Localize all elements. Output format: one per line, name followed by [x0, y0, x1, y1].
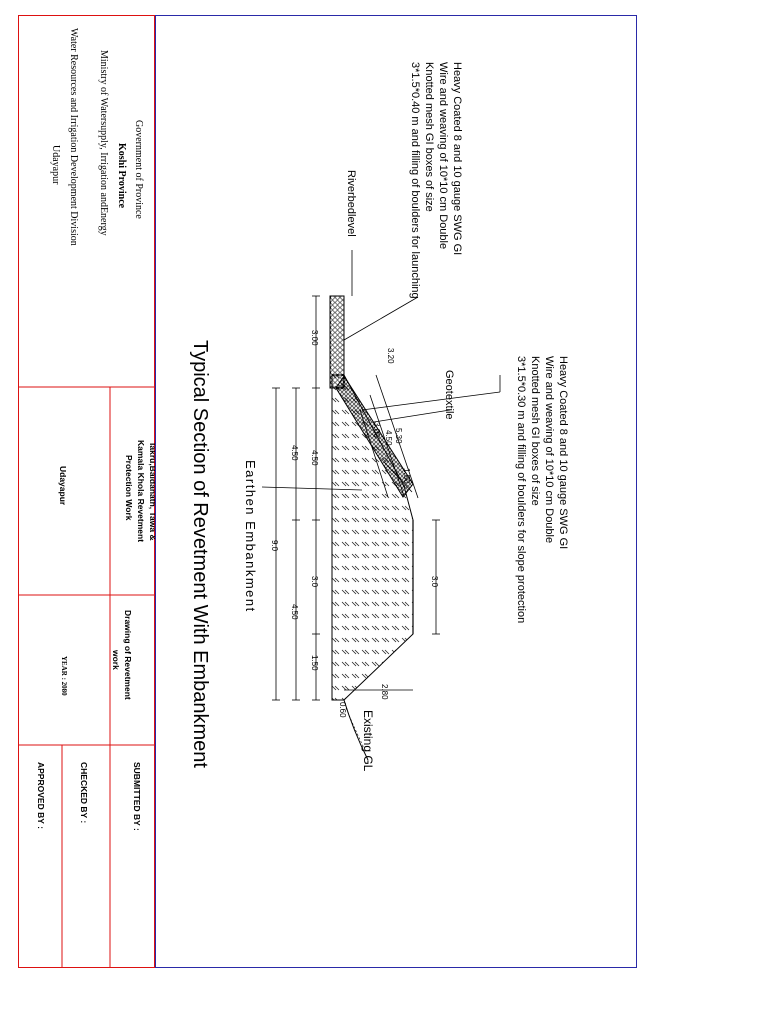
dim-0-60: 0.60 [338, 702, 347, 718]
approved-by-label: APPROVED BY : [36, 762, 46, 829]
office-line-1: Government of Province [133, 120, 144, 219]
dim-3-0-bottom: 3.0 [310, 576, 319, 588]
office-line-2: Koshi Province [116, 143, 127, 209]
dim-3-20: 3.20 [386, 348, 395, 364]
office-line-4: Water Resources and Irrigation Development Division [68, 28, 79, 246]
dim-4-50-bottom-3: 4.50 [290, 604, 299, 620]
drawing-name-line-1: Drawing of Revetment [123, 610, 133, 700]
note-slope-line-1: Heavy Coated 8 and 10 gauge SWG GI [557, 356, 569, 550]
dim-4-50-slope: 4.50 [384, 430, 393, 446]
dim-1-50-slope: 1.50 [402, 468, 411, 484]
note-launching-line-3: Knotted mesh GI boxes of size [423, 62, 435, 212]
dim-2-80: 2.80 [380, 684, 389, 700]
launching-apron [330, 296, 344, 388]
drawing-name-line-2: work [111, 650, 121, 670]
project-line-3: Protection Work [124, 455, 134, 521]
note-slope-line-4: 3*1.5*0.30 m and filling of boulders for slope protection [515, 356, 527, 624]
office-line-3: Ministry of Watersupply, Irrigation andEnergy [98, 50, 109, 236]
dim-3-0-top: 3.0 [430, 576, 439, 588]
dim-4-50-bottom-1: 4.50 [310, 450, 319, 466]
riverbed-label: Riverbedlevel [345, 170, 357, 237]
project-line-2: Kamala Khola Revetment [136, 440, 146, 543]
geotextile-label: Geotextile [443, 370, 455, 420]
dim-3-00: 3.00 [310, 330, 319, 346]
location-label: Udayapur [58, 466, 68, 506]
earthen-embankment-label: Earthen Embankment [243, 460, 258, 613]
dim-4-50-bottom-2: 4.50 [290, 445, 299, 461]
submitted-by-label: SUBMITTED BY : [132, 762, 142, 831]
checked-by-label: CHECKED BY : [79, 762, 89, 824]
dim-5-30: 5.30 [394, 428, 403, 444]
year-label: YEAR : 2080 [60, 656, 68, 696]
drawing-title: Typical Section of Revetment With Embankment [189, 340, 211, 768]
note-launching-line-2: Wire and weaving of 10*10 cm Double [437, 62, 449, 250]
existing-gl-label: Existing GL [361, 710, 375, 772]
project-line-1: Iakru,Baidanath, Tawa & [148, 443, 158, 541]
note-slope-line-2: Wire and weaving of 10*10 cm Double [543, 356, 555, 544]
dim-1-50-bottom: 1.50 [310, 655, 319, 671]
dim-9-0: 9.0 [270, 540, 279, 552]
note-launching-line-1: Heavy Coated 8 and 10 gauge SWG GI [451, 62, 463, 256]
office-line-5: Udayapur [50, 145, 61, 185]
note-slope-line-3: Knotted mesh GI boxes of size [529, 356, 541, 506]
note-launching-line-4: 3*1.5*0.40 m and filling of boulders for launching [409, 62, 421, 299]
dim-3-00-slope: 3.00 [372, 422, 381, 438]
